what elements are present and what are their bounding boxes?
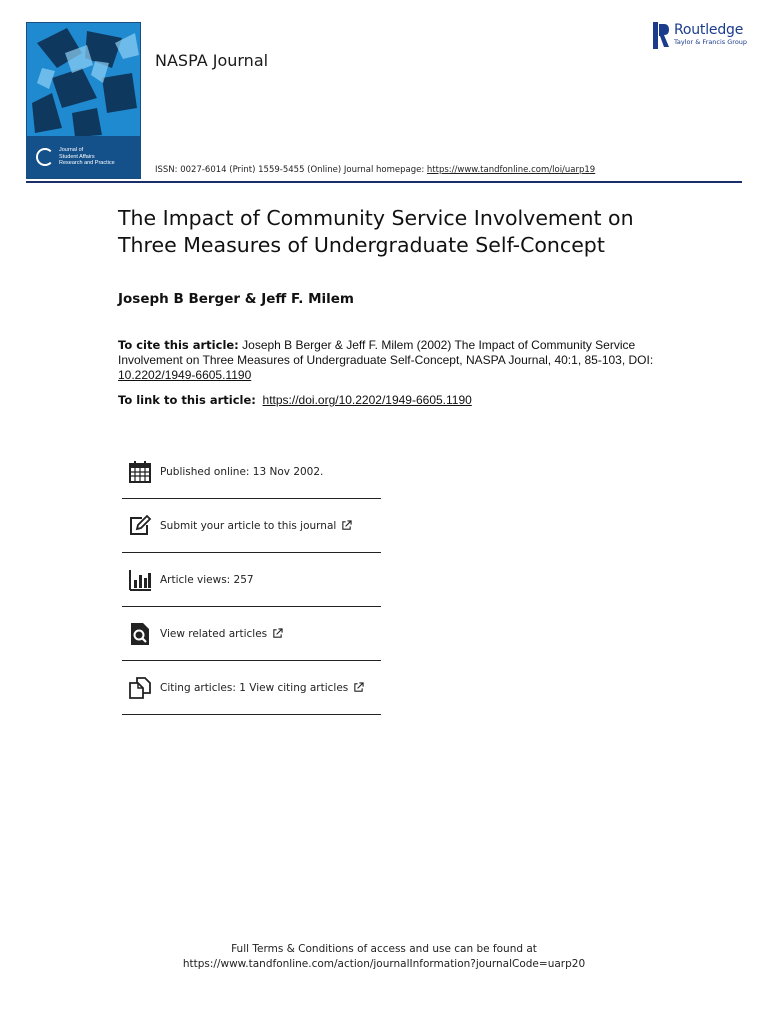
search-document-icon — [128, 622, 152, 646]
cover-title: Journal of Student Affairs Research and Practice — [59, 147, 115, 167]
article-title: The Impact of Community Service Involvement on Three Measures of Undergraduate Self-Concept — [118, 206, 634, 257]
article-info-list — [122, 445, 381, 715]
link-label: To link to this article: — [118, 393, 256, 407]
cover-title-band — [27, 136, 140, 178]
submit-article-row[interactable] — [122, 499, 381, 553]
journal-homepage-link[interactable]: https://www.tandfonline.com/loi/uarp19 — [426, 165, 596, 175]
article-authors: Joseph B Berger & Jeff F. Milem — [118, 291, 354, 307]
routledge-r-icon — [653, 22, 670, 49]
article-views-row — [122, 553, 381, 607]
publisher-name: Routledge — [674, 22, 744, 38]
article-doi-link[interactable]: https://doi.org/10.2202/1949-6605.1190 — [262, 393, 472, 407]
footer-terms-url[interactable]: https://www.tandfonline.com/action/journalInformation?journalCode=uarp20 — [182, 958, 586, 970]
header-divider — [26, 181, 742, 183]
citation-doi-link[interactable]: 10.2202/1949-6605.1190 — [118, 368, 252, 382]
footer-terms-text: Full Terms & Conditions of access and use can be found at — [231, 943, 537, 955]
citing-documents-icon — [128, 676, 152, 700]
submit-article-link[interactable]: Submit your article to this journal — [160, 519, 337, 532]
external-link-icon — [353, 682, 364, 693]
related-articles-link[interactable]: View related articles — [160, 627, 268, 640]
cover-artwork — [27, 23, 140, 138]
issn-text: ISSN: 0027-6014 (Print) 1559-5455 (Online) Journal homepage: — [155, 165, 425, 175]
publisher-group: Taylor & Francis Group — [674, 38, 748, 46]
citation-label: To cite this article: — [118, 338, 239, 352]
article-link-line — [118, 393, 472, 407]
cover-logo-icon — [36, 148, 54, 166]
citing-articles-row[interactable] — [122, 661, 381, 715]
publisher-logo — [653, 22, 747, 49]
bar-chart-icon — [128, 568, 152, 592]
citation-text: Joseph B Berger & Jeff F. Milem (2002) The Impact of Community Service Involvement on Three Measures of Undergraduate Self-Concept, NASPA Journal, 40:1, 85-103, DOI: — [118, 338, 654, 367]
citing-articles-link[interactable]: Citing articles: 1 View citing articles — [160, 681, 349, 694]
issn-line — [155, 165, 595, 175]
published-date: Published online: 13 Nov 2002. — [160, 465, 324, 478]
footer-terms — [0, 942, 768, 972]
journal-name: NASPA Journal — [155, 51, 269, 70]
related-articles-row[interactable] — [122, 607, 381, 661]
published-date-row — [122, 445, 381, 499]
external-link-icon — [272, 628, 283, 639]
journal-cover-image — [26, 22, 141, 179]
calendar-icon — [128, 460, 152, 484]
article-views: Article views: 257 — [160, 573, 254, 586]
external-link-icon — [341, 520, 352, 531]
edit-icon — [128, 514, 152, 538]
citation-block — [118, 338, 658, 383]
